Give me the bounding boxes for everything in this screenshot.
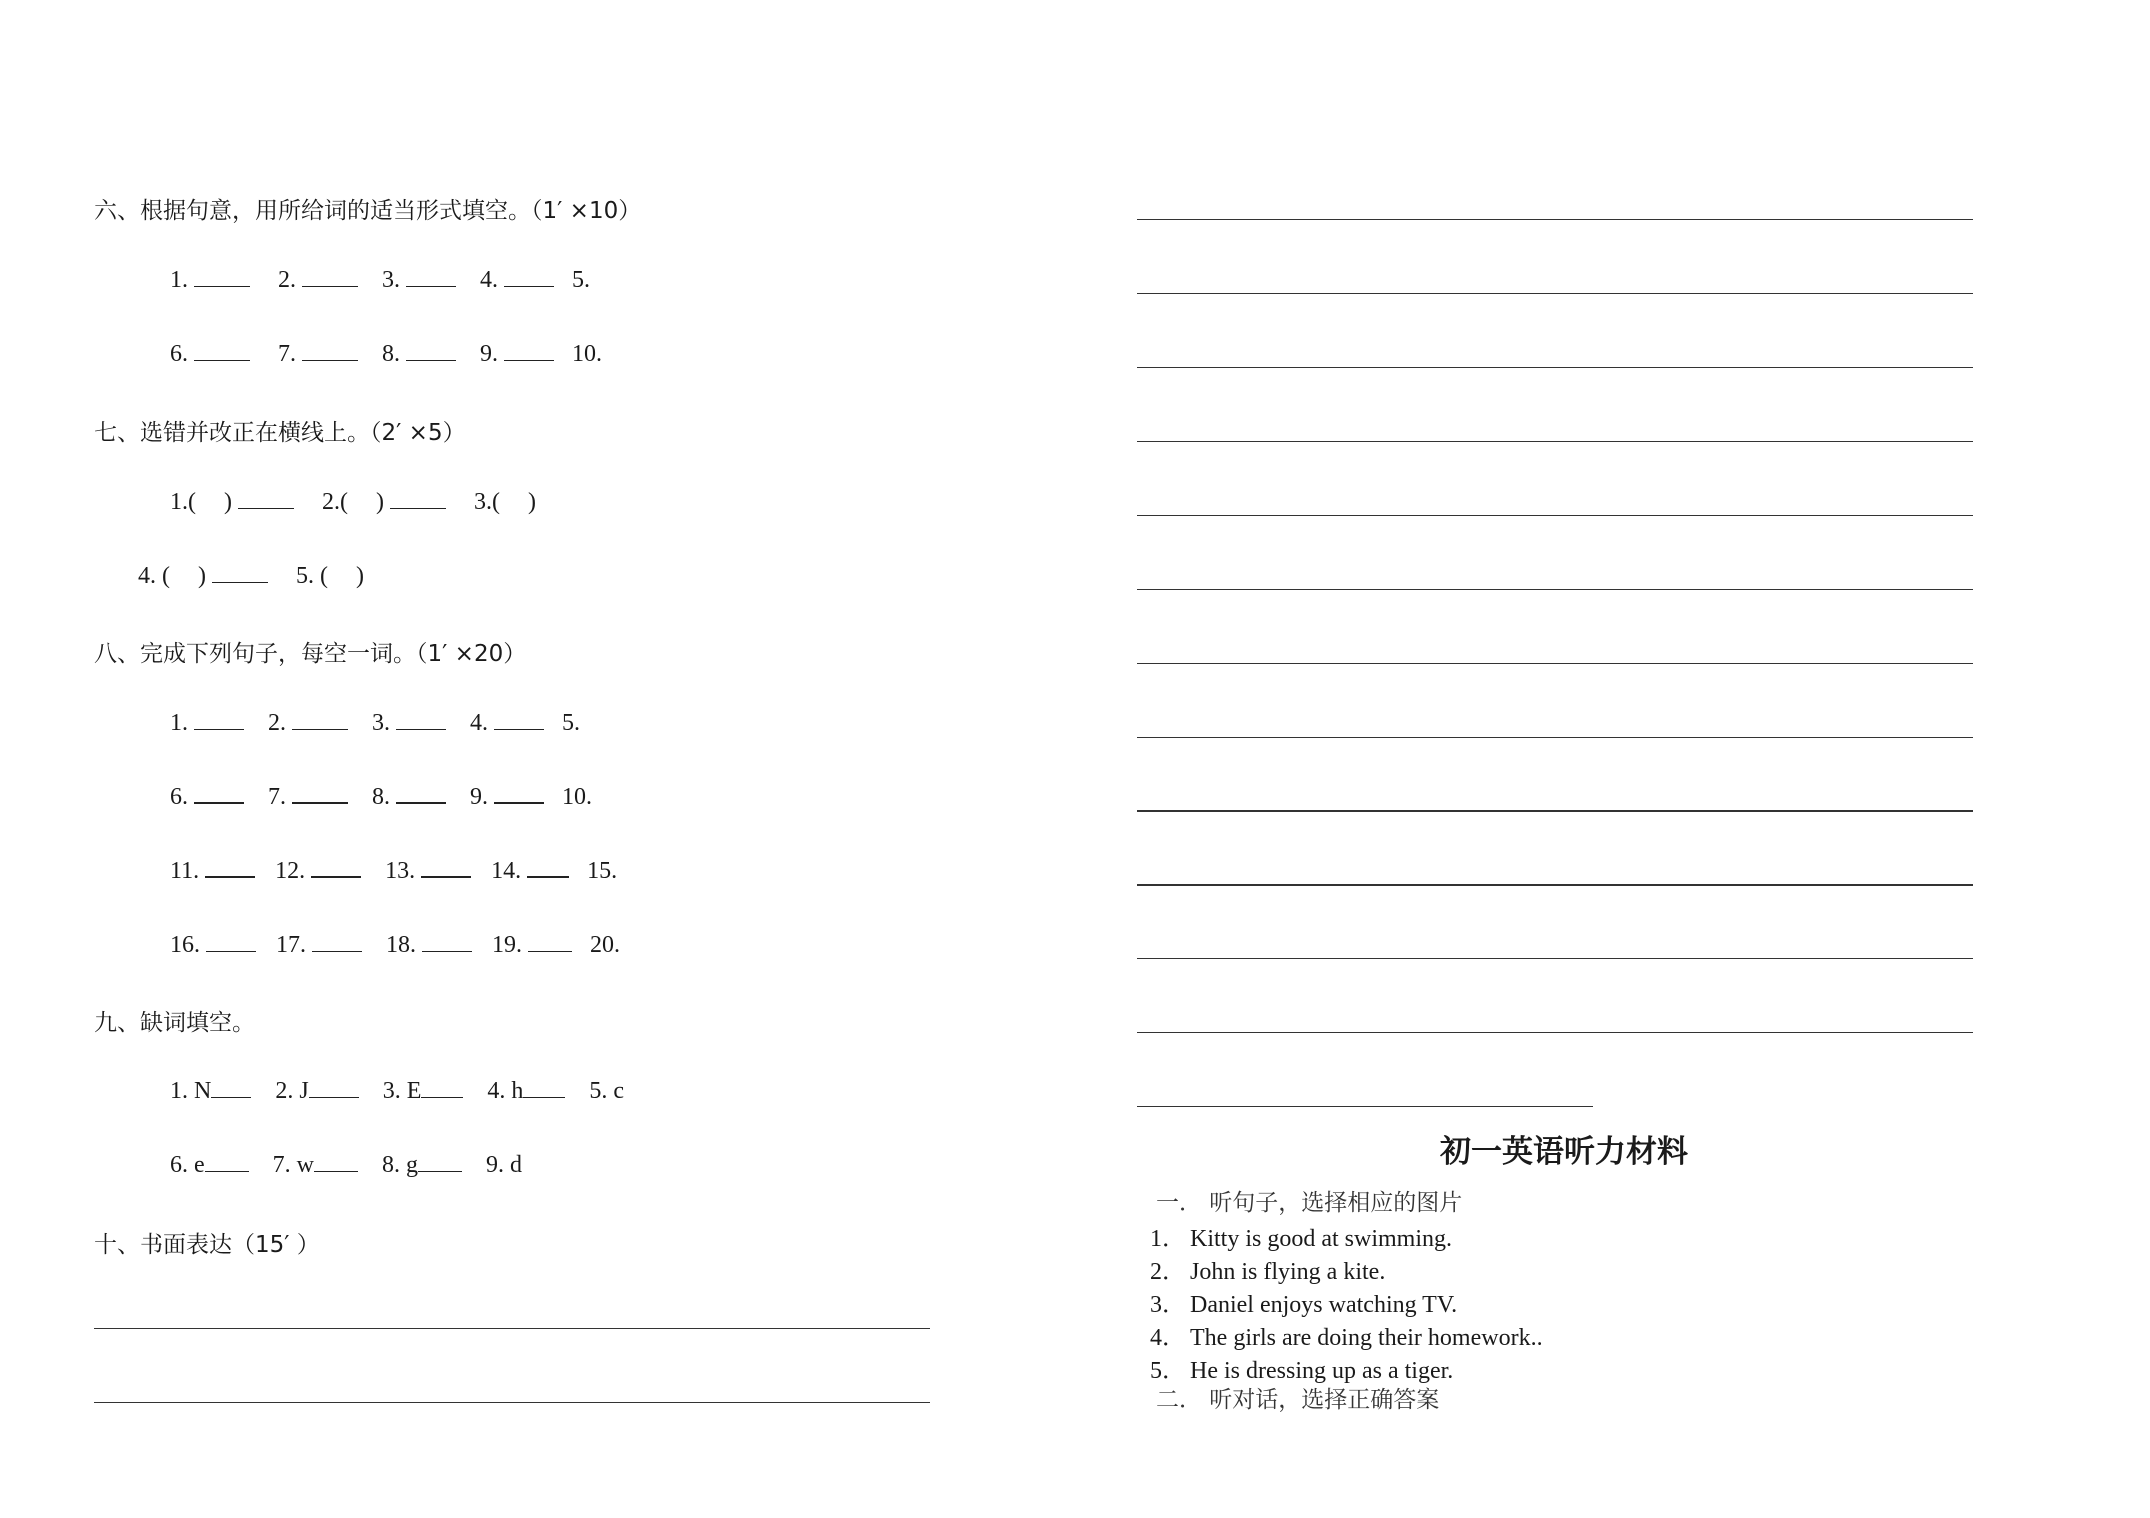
answer-blank[interactable] <box>309 1096 359 1098</box>
listening-sentence <box>1150 1317 1543 1352</box>
writing-line[interactable] <box>94 1328 930 1329</box>
item-label: 13. <box>385 858 416 884</box>
section-6-heading: 六、根据句意，用所给词的适当形式填空。（1′ ×10） <box>94 198 642 224</box>
listening-sentence <box>1150 1350 1453 1385</box>
sentence-number: 4． <box>1150 1325 1186 1351</box>
answer-blank[interactable] <box>205 875 255 878</box>
writing-line[interactable] <box>1137 1032 1973 1033</box>
item-label: 6. <box>170 784 188 810</box>
item-label: 9. d <box>486 1152 522 1178</box>
section-7-row-1 <box>170 489 536 516</box>
item-label: 9. <box>470 784 488 810</box>
item-label: 8. <box>382 341 400 367</box>
writing-line[interactable] <box>1137 219 1973 220</box>
writing-line[interactable] <box>1137 589 1973 590</box>
section-8-row-3 <box>170 858 617 885</box>
paren-close: ) <box>356 563 364 589</box>
sentence-text: John is flying a kite. <box>1190 1259 1386 1285</box>
section-6-row-1 <box>170 267 590 294</box>
section-9-heading: 九、缺词填空。 <box>94 1010 255 1036</box>
answer-blank[interactable] <box>212 581 268 583</box>
answer-blank[interactable] <box>504 359 554 361</box>
sentence-text: He is dressing up as a tiger. <box>1190 1358 1454 1384</box>
answer-blank[interactable] <box>211 1096 251 1098</box>
item-label: 15. <box>587 858 618 884</box>
item-label: 7. w <box>272 1152 314 1178</box>
writing-line[interactable] <box>1137 1106 1593 1107</box>
item-label: 16. <box>170 932 200 958</box>
writing-line[interactable] <box>1137 441 1973 442</box>
paren-close: ) <box>376 489 384 515</box>
answer-blank[interactable] <box>194 285 250 287</box>
item-label: 5. <box>562 710 580 736</box>
section-9-row-2 <box>170 1152 522 1179</box>
part-heading-text: 一． 听句子，选择相应的图片 <box>1156 1190 1463 1216</box>
answer-blank[interactable] <box>418 1170 462 1172</box>
writing-line[interactable] <box>1137 515 1973 516</box>
item-label: 8. g <box>382 1152 418 1178</box>
sentence-text: Kitty is good at swimming. <box>1190 1226 1453 1252</box>
item-label: 5. <box>572 267 590 293</box>
sentence-number: 1． <box>1150 1226 1186 1252</box>
section-7-heading: 七、选错并改正在横线上。（2′ ×5） <box>94 420 466 446</box>
item-label: 4. ( <box>138 563 170 589</box>
answer-blank[interactable] <box>292 728 348 730</box>
writing-line[interactable] <box>1137 884 1973 886</box>
paren-close: ) <box>528 489 536 515</box>
section-10-heading: 十、书面表达（15′ ） <box>94 1232 320 1258</box>
item-label: 2. J <box>275 1078 309 1104</box>
section-8-row-1 <box>170 710 580 737</box>
sentence-number: 2． <box>1150 1259 1186 1285</box>
answer-blank[interactable] <box>396 728 446 730</box>
writing-line[interactable] <box>1137 663 1973 664</box>
listening-sentence <box>1150 1251 1385 1286</box>
answer-blank[interactable] <box>292 801 348 804</box>
item-label: 1. N <box>170 1078 212 1104</box>
answer-blank[interactable] <box>523 1096 565 1098</box>
writing-line[interactable] <box>1137 958 1973 959</box>
item-label: 3.( <box>474 489 500 515</box>
answer-blank[interactable] <box>527 875 569 878</box>
listening-materials-title: 初一英语听力材料 <box>1440 1134 1688 1170</box>
item-label: 9. <box>480 341 498 367</box>
item-label: 12. <box>275 858 306 884</box>
item-label: 14. <box>491 858 522 884</box>
item-label: 5. c <box>589 1078 625 1104</box>
item-label: 2. <box>268 710 286 736</box>
section-7-row-2 <box>138 563 364 590</box>
section-9-row-1 <box>170 1078 624 1105</box>
item-label: 10. <box>562 784 592 810</box>
answer-blank[interactable] <box>194 728 244 730</box>
item-label: 6. <box>170 341 188 367</box>
sentence-text: Daniel enjoys watching TV. <box>1190 1292 1458 1318</box>
item-label: 1. <box>170 267 188 293</box>
answer-blank[interactable] <box>504 285 554 287</box>
item-label: 5. ( <box>296 563 328 589</box>
answer-blank[interactable] <box>421 1096 463 1098</box>
item-label: 11. <box>170 858 200 884</box>
answer-blank[interactable] <box>421 875 471 878</box>
section-8-row-2 <box>170 784 592 811</box>
sentence-number: 5． <box>1150 1358 1186 1384</box>
section-6-row-2 <box>170 341 602 368</box>
answer-blank[interactable] <box>494 801 544 804</box>
answer-blank[interactable] <box>406 285 456 287</box>
writing-line[interactable] <box>1137 810 1973 812</box>
answer-blank[interactable] <box>312 950 362 952</box>
item-label: 19. <box>492 932 522 958</box>
writing-line[interactable] <box>1137 367 1973 368</box>
item-label: 1. <box>170 710 188 736</box>
item-label: 1.( <box>170 489 196 515</box>
item-label: 3. E <box>382 1078 422 1104</box>
answer-blank[interactable] <box>238 507 294 509</box>
item-label: 7. <box>268 784 286 810</box>
answer-blank[interactable] <box>406 359 456 361</box>
listening-part-1-heading <box>1156 1184 1462 1217</box>
sentence-number: 3． <box>1150 1292 1186 1318</box>
answer-blank[interactable] <box>396 801 446 804</box>
listening-part-2-heading <box>1156 1381 1439 1414</box>
answer-blank[interactable] <box>194 801 244 804</box>
answer-blank[interactable] <box>206 950 256 952</box>
answer-blank[interactable] <box>302 359 358 361</box>
item-label: 7. <box>278 341 296 367</box>
writing-line[interactable] <box>94 1402 930 1403</box>
answer-blank[interactable] <box>302 285 358 287</box>
item-label: 4. h <box>487 1078 524 1104</box>
item-label: 6. e <box>170 1152 205 1178</box>
item-label: 18. <box>386 932 416 958</box>
item-label: 4. <box>470 710 488 736</box>
writing-line[interactable] <box>1137 293 1973 294</box>
part-heading-text: 二． 听对话，选择正确答案 <box>1156 1387 1440 1413</box>
listening-sentence <box>1150 1218 1452 1253</box>
section-8-heading: 八、完成下列句子，每空一词。（1′ ×20） <box>94 641 527 667</box>
item-label: 10. <box>572 341 602 367</box>
answer-blank[interactable] <box>314 1170 358 1172</box>
writing-line[interactable] <box>1137 737 1973 738</box>
item-label: 2. <box>278 267 296 293</box>
answer-blank[interactable] <box>194 359 250 361</box>
answer-blank[interactable] <box>422 950 472 952</box>
paren-close: ) <box>198 563 206 589</box>
answer-blank[interactable] <box>205 1170 249 1172</box>
sentence-text: The girls are doing their homework.. <box>1190 1325 1543 1351</box>
item-label: 20. <box>590 932 620 958</box>
listening-sentence <box>1150 1284 1457 1319</box>
answer-blank[interactable] <box>390 507 446 509</box>
answer-blank[interactable] <box>528 950 572 952</box>
item-label: 4. <box>480 267 498 293</box>
item-label: 8. <box>372 784 390 810</box>
item-label: 2.( <box>322 489 348 515</box>
item-label: 3. <box>372 710 390 736</box>
section-8-row-4 <box>170 932 620 959</box>
paren-close: ) <box>224 489 232 515</box>
item-label: 17. <box>276 932 306 958</box>
answer-blank[interactable] <box>311 875 361 878</box>
item-label: 3. <box>382 267 400 293</box>
answer-blank[interactable] <box>494 728 544 730</box>
